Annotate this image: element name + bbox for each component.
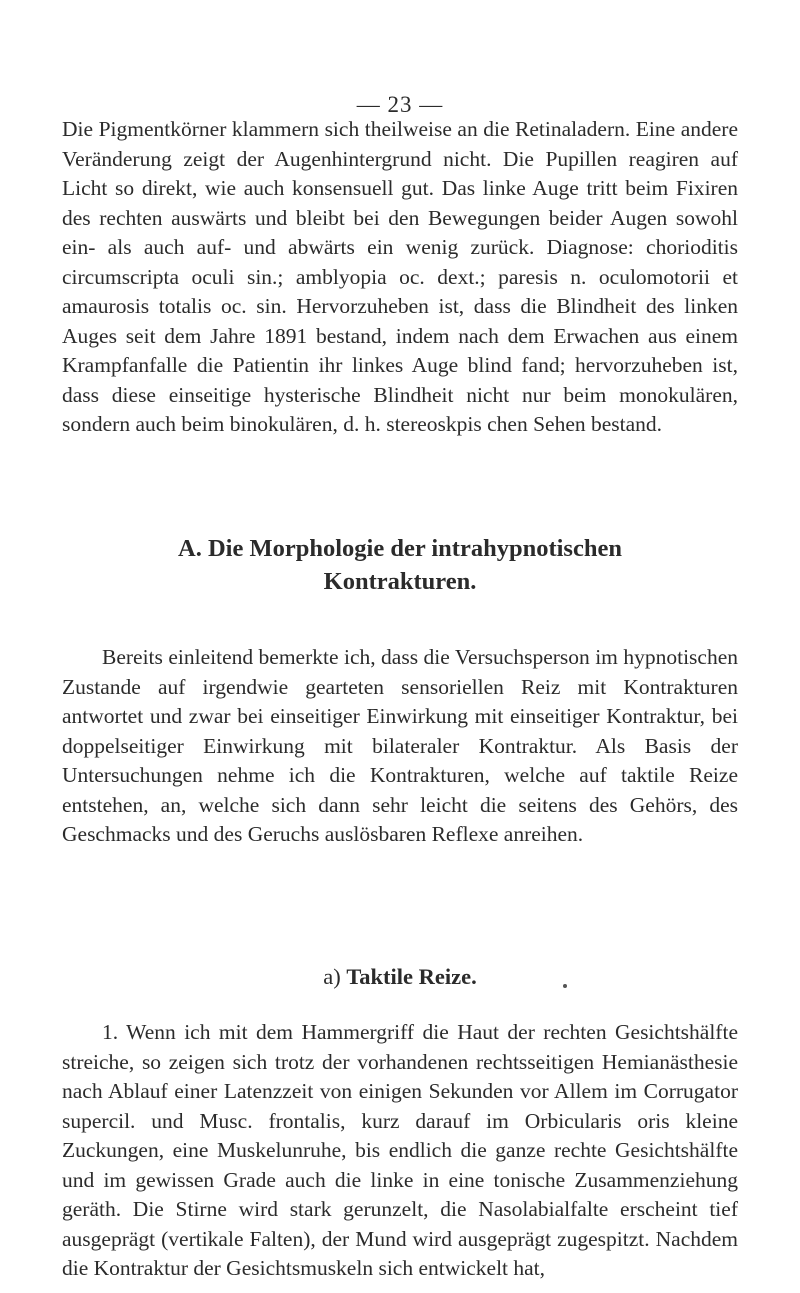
section-heading <box>62 532 738 598</box>
page-number: — 23 — <box>356 92 444 117</box>
paragraph-wenn: 1. Wenn ich mit dem Hammergriff die Haut der rechten Gesichtshälfte streiche, so zeigen sich trotz der vorhandenen rechtsseitigen Hemianästhesie nach Ablauf einer Latenzzeit von einigen Sekunden vor Allem im Corrugator supercil. und Musc. frontalis, kurz darauf im Orbicularis oris kleine Zuckungen, eine Muskelunruhe, bis endlich die ganze rechte Gesichtshälfte und im gewissen Grade auch die linke in eine tonische Zusammenziehung geräth. Die Stirne wird stark gerunzelt, die Nasolabialfalte erscheint tief ausgeprägt (vertikale Falten), der Mund wird ausgeprägt zugespitzt. Nachdem die Kontraktur der Gesichtsmuskeln sich entwickelt hat, <box>62 1020 738 1280</box>
subheading-prefix: a) <box>323 964 341 989</box>
subheading-title: Taktile Reize. <box>346 964 477 989</box>
subheading-taktile-reize <box>62 962 738 992</box>
print-speck <box>563 984 567 988</box>
section-heading-line1: A. Die Morphologie der intrahypnotischen <box>178 535 622 562</box>
section-heading-line2: Kontrakturen. <box>323 568 477 595</box>
paragraph-intro: Die Pigmentkörner klammern sich theilweise an die Retinaladern. Eine andere Veränderung zeigt der Augenhintergrund nicht. Die Pupillen reagiren auf Licht so direkt, wie auch konsensuell gut. Das linke Auge tritt beim Fixiren des rechten auswärts und bleibt bei den Bewegungen beider Augen sowohl ein- als auch auf- und abwärts ein wenig zurück. Diagnose: chorioditis circumscripta oculi sin.; amblyopia oc. dext.; paresis n. oculomotorii et amaurosis totalis oc. sin. Hervorzuheben ist, dass die Blindheit des linken Auges seit dem Jahre 1891 bestand, indem nach dem Erwachen aus einem Krampfanfalle die Patientin ihr linkes Auge blind fand; hervorzuheben ist, dass diese einseitige hysterische Blindheit nicht nur beim monokulären, sondern auch beim binokulären, d. h. stereoskpis chen Sehen bestand. <box>62 117 738 436</box>
paragraph-bereits: Bereits einleitend bemerkte ich, dass die Versuchsperson im hypnotischen Zustande auf irgendwie gearteten sensoriellen Reiz mit Kontrakturen antwortet und zwar bei einseitiger Einwirkung mit einseitiger Kontraktur, bei doppelseitiger Einwirkung mit bilateraler Kontraktur. Als Basis der Untersuchungen nehme ich die Kontrakturen, welche auf taktile Reize entstehen, an, welche sich dann sehr leicht die seitens des Gehörs, des Geschmacks und des Geruchs auslösbaren Reflexe anreihen. <box>62 645 738 846</box>
